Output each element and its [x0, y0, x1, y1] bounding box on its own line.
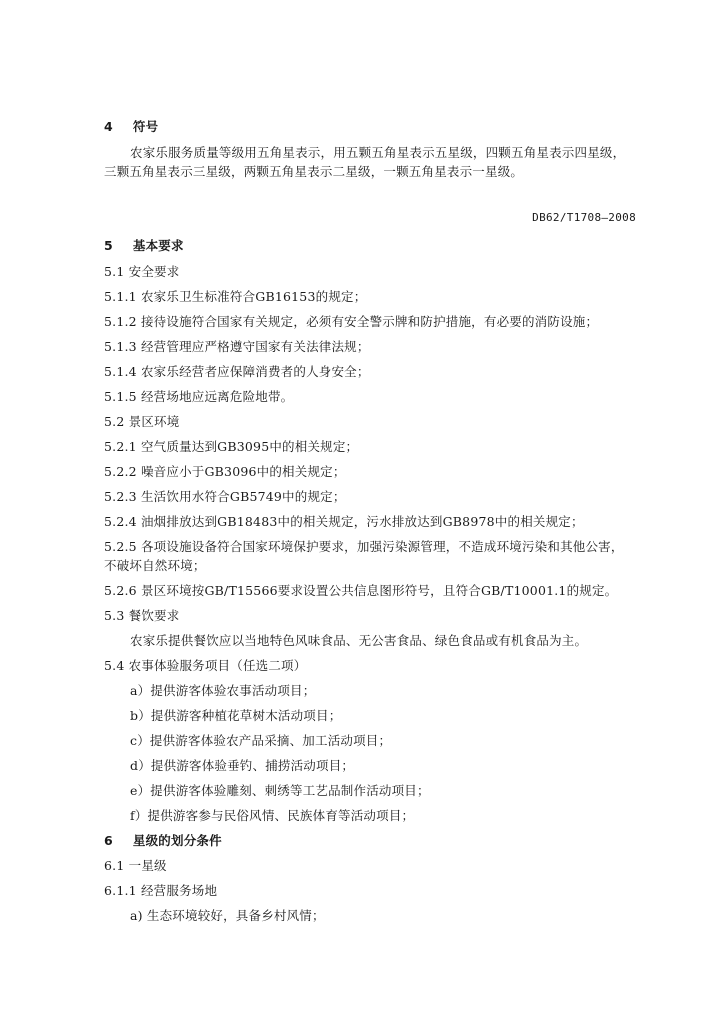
clause-5-1-4: 5.1.4 农家乐经营者应保障消费者的人身安全；	[104, 364, 370, 379]
section-6-number: 6	[104, 833, 113, 848]
section-6-heading	[104, 833, 222, 849]
list-item-e: e）提供游客体验雕刻、刺绣等工艺品制作活动项目；	[130, 783, 430, 798]
clause-5-1-5: 5.1.5 经营场地应远离危险地带。	[104, 389, 294, 404]
section-5-title: 基本要求	[132, 238, 184, 253]
section-4-para-line-2: 三颗五角星表示三星级，两颗五角星表示二星级，一颗五角星表示一星级。	[104, 164, 524, 179]
clause-5-2-4: 5.2.4 油烟排放达到GB18483中的相关规定，污水排放达到GB8978中的相关规定；	[104, 514, 584, 529]
clause-5-3: 5.3 餐饮要求	[104, 608, 180, 623]
clause-5-1-2: 5.1.2 接待设施符合国家有关规定，必须有安全警示牌和防护措施，有必要的消防设施；	[104, 314, 599, 329]
clause-5-2-3: 5.2.3 生活饮用水符合GB5749中的规定；	[104, 489, 346, 504]
list-item-d: d）提供游客体验垂钓、捕捞活动项目；	[130, 758, 355, 773]
clause-5-4: 5.4 农事体验服务项目（任选二项）	[104, 658, 307, 673]
section-4-para-line-1: 农家乐服务质量等级用五角星表示，用五颗五角星表示五星级，四颗五角星表示四星级，	[130, 145, 626, 160]
clause-6-1: 6.1 一星级	[104, 858, 167, 873]
section-4-heading	[104, 119, 158, 135]
clause-6-1-1: 6.1.1 经营服务场地	[104, 883, 218, 898]
standard-code: DB62/T1708—2008	[532, 211, 636, 224]
clause-5-1: 5.1 安全要求	[104, 264, 180, 279]
clause-5-2-5: 5.2.5 各项设施设备符合国家环境保护要求，加强污染源管理，不造成环境污染和其他公害，	[104, 539, 624, 554]
section-6-title: 星级的划分条件	[132, 833, 222, 848]
section-4-number: 4	[104, 119, 113, 134]
clause-5-2-1: 5.2.1 空气质量达到GB3095中的相关规定；	[104, 439, 359, 454]
clause-5-1-3: 5.1.3 经营管理应严格遵守国家有关法律法规；	[104, 339, 370, 354]
clause-5-2-5-cont: 不破坏自然环境；	[104, 558, 206, 573]
clause-5-2-2: 5.2.2 噪音应小于GB3096中的相关规定；	[104, 464, 346, 479]
list-item-f: f）提供游客参与民俗风情、民族体育等活动项目；	[130, 808, 415, 823]
clause-5-1-1: 5.1.1 农家乐卫生标准符合GB16153的规定；	[104, 289, 367, 304]
list-item-b: b）提供游客种植花草树木活动项目；	[130, 708, 342, 723]
clause-5-2-6: 5.2.6 景区环境按GB/T15566要求设置公共信息图形符号，且符合GB/T10001.1的规定。	[104, 583, 618, 598]
clause-6-1-1-a: a) 生态环境较好，具备乡村风情；	[130, 908, 325, 923]
section-5-heading	[104, 238, 184, 254]
list-item-a: a）提供游客体验农事活动项目；	[130, 683, 316, 698]
section-5-number: 5	[104, 238, 113, 253]
clause-5-2: 5.2 景区环境	[104, 414, 180, 429]
section-4-title: 符号	[132, 119, 159, 134]
clause-5-3-text: 农家乐提供餐饮应以当地特色风味食品、无公害食品、绿色食品或有机食品为主。	[130, 633, 588, 648]
list-item-c: c）提供游客体验农产品采摘、加工活动项目；	[130, 733, 392, 748]
